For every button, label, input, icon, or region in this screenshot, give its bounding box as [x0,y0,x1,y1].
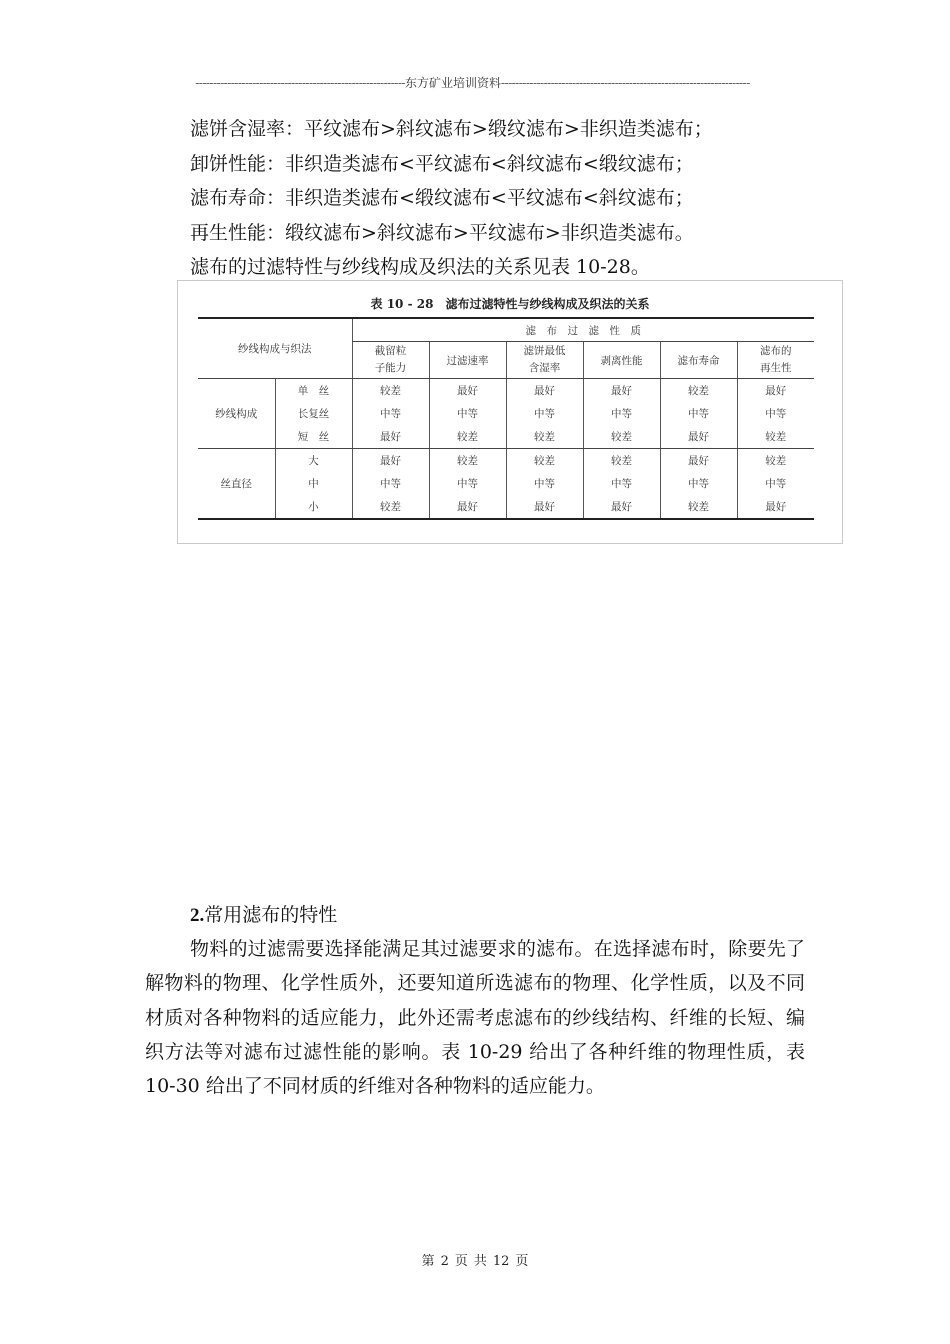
intro-line: 再生性能：缎纹滤布>斜纹滤布>平纹滤布>非织造类滤布。 [190,221,694,244]
corner-header: 纱线构成与织法 [198,318,352,379]
table-cell: 较差 [429,425,506,449]
table-cell: 较差 [352,495,429,519]
table-cell: 中等 [737,472,814,495]
table-cell: 最好 [352,449,429,473]
column-header: 滤布寿命 [660,342,737,379]
table-cell: 中等 [506,472,583,495]
table-cell: 最好 [506,379,583,403]
table-cell: 中等 [429,472,506,495]
table-cell: 中等 [583,402,660,425]
header-title: 东方矿业培训资料 [404,76,501,90]
section-number: 2. [190,905,205,926]
table-cell: 中等 [429,402,506,425]
footer-total-unit: 页 [515,1254,529,1269]
table-cell: 较差 [352,379,429,403]
table-cell: 中等 [583,472,660,495]
intro-paragraph [190,112,713,285]
table-cell: 较差 [660,495,737,519]
table-cell: 最好 [660,425,737,449]
table-cell: 最好 [737,379,814,403]
table-cell: 最好 [583,495,660,519]
table-cell: 最好 [429,379,506,403]
header-left-rule: ----------------------------------------------------------- [195,76,405,90]
table-row [198,495,814,519]
intro-line: 滤布寿命：非织造类滤布<缎纹滤布<平纹滤布<斜纹滤布； [190,187,694,209]
footer-total-prefix: 共 [473,1254,487,1269]
row-label: 短 丝 [275,425,352,449]
table-cell: 最好 [506,495,583,519]
table-cell: 较差 [583,449,660,473]
table-cell: 中等 [737,402,814,425]
table-cell: 最好 [429,495,506,519]
table-cell: 较差 [660,379,737,403]
header-right-rule: ---------------------------------------------------------------------- [500,76,750,90]
intro-line: 卸饼性能：非织造类滤布<平纹滤布<斜纹滤布<缎纹滤布； [190,152,694,175]
table-cell: 较差 [429,449,506,473]
table-cell: 较差 [583,425,660,449]
group-label: 纱线构成 [198,379,275,449]
intro-line: 滤饼含湿率：平纹滤布>斜纹滤布>缎纹滤布>非织造类滤布； [190,118,713,140]
total-pages: 12 [492,1254,510,1269]
table-row [198,425,814,449]
table-cell: 中等 [660,402,737,425]
column-header: 过滤速率 [429,342,506,379]
column-header: 剥离性能 [583,342,660,379]
row-label: 单 丝 [275,379,352,403]
page-number: 2 [440,1254,449,1269]
table-row [198,472,814,495]
table-cell: 中等 [660,472,737,495]
footer-prefix: 第 [421,1254,435,1269]
table-row [198,379,814,403]
row-label: 小 [275,495,352,519]
column-header: 滤饼最低 含湿率 [506,342,583,379]
table-cell: 较差 [737,449,814,473]
table-figure [177,280,843,544]
table-cell: 较差 [506,449,583,473]
footer-page-unit: 页 [454,1254,468,1269]
table-cell: 中等 [506,402,583,425]
body-text: 物料的过滤需要选择能满足其过滤要求的滤布。在选择滤布时，除要先了解物料的物理、化学性质外，还要知道所选滤布的物理、化学性质，以及不同材质对各种物料的适应能力，此外还需考虑滤布的纱线结构、纤维的长短、编织方法等对滤布过滤性能的影响。表 10-29 给出了各种纤维的物理性质，表 10-30 给出了不同材质的纤维对各种物料的适应能力。 [145,938,805,1098]
table-cell: 最好 [660,449,737,473]
table-cell: 最好 [352,425,429,449]
table-cell: 较差 [506,425,583,449]
page-header [145,74,800,91]
table-cell: 中等 [352,402,429,425]
column-header: 滤布的 再生性 [737,342,814,379]
intro-line: 滤布的过滤特性与纱线构成及织法的关系见表 10-28。 [190,256,650,278]
table-cell: 中等 [352,472,429,495]
body-paragraph [145,932,805,1103]
row-label: 大 [275,449,352,473]
table-cell: 最好 [583,379,660,403]
column-header: 截留粒 子能力 [352,342,429,379]
section-title: 常用滤布的特性 [204,904,338,926]
group-header: 滤 布 过 滤 性 质 [352,318,814,342]
table-cell: 较差 [737,425,814,449]
table-title: 表 10 - 28 滤布过滤特性与纱线构成及织法的关系 [370,297,650,311]
group-label: 丝直径 [198,449,275,520]
section-heading [190,900,337,927]
table-row [198,449,814,473]
table-cell: 最好 [737,495,814,519]
row-label: 中 [275,472,352,495]
table-row [198,402,814,425]
page-footer [0,1250,950,1269]
filter-property-table [198,317,814,520]
row-label: 长复丝 [275,402,352,425]
